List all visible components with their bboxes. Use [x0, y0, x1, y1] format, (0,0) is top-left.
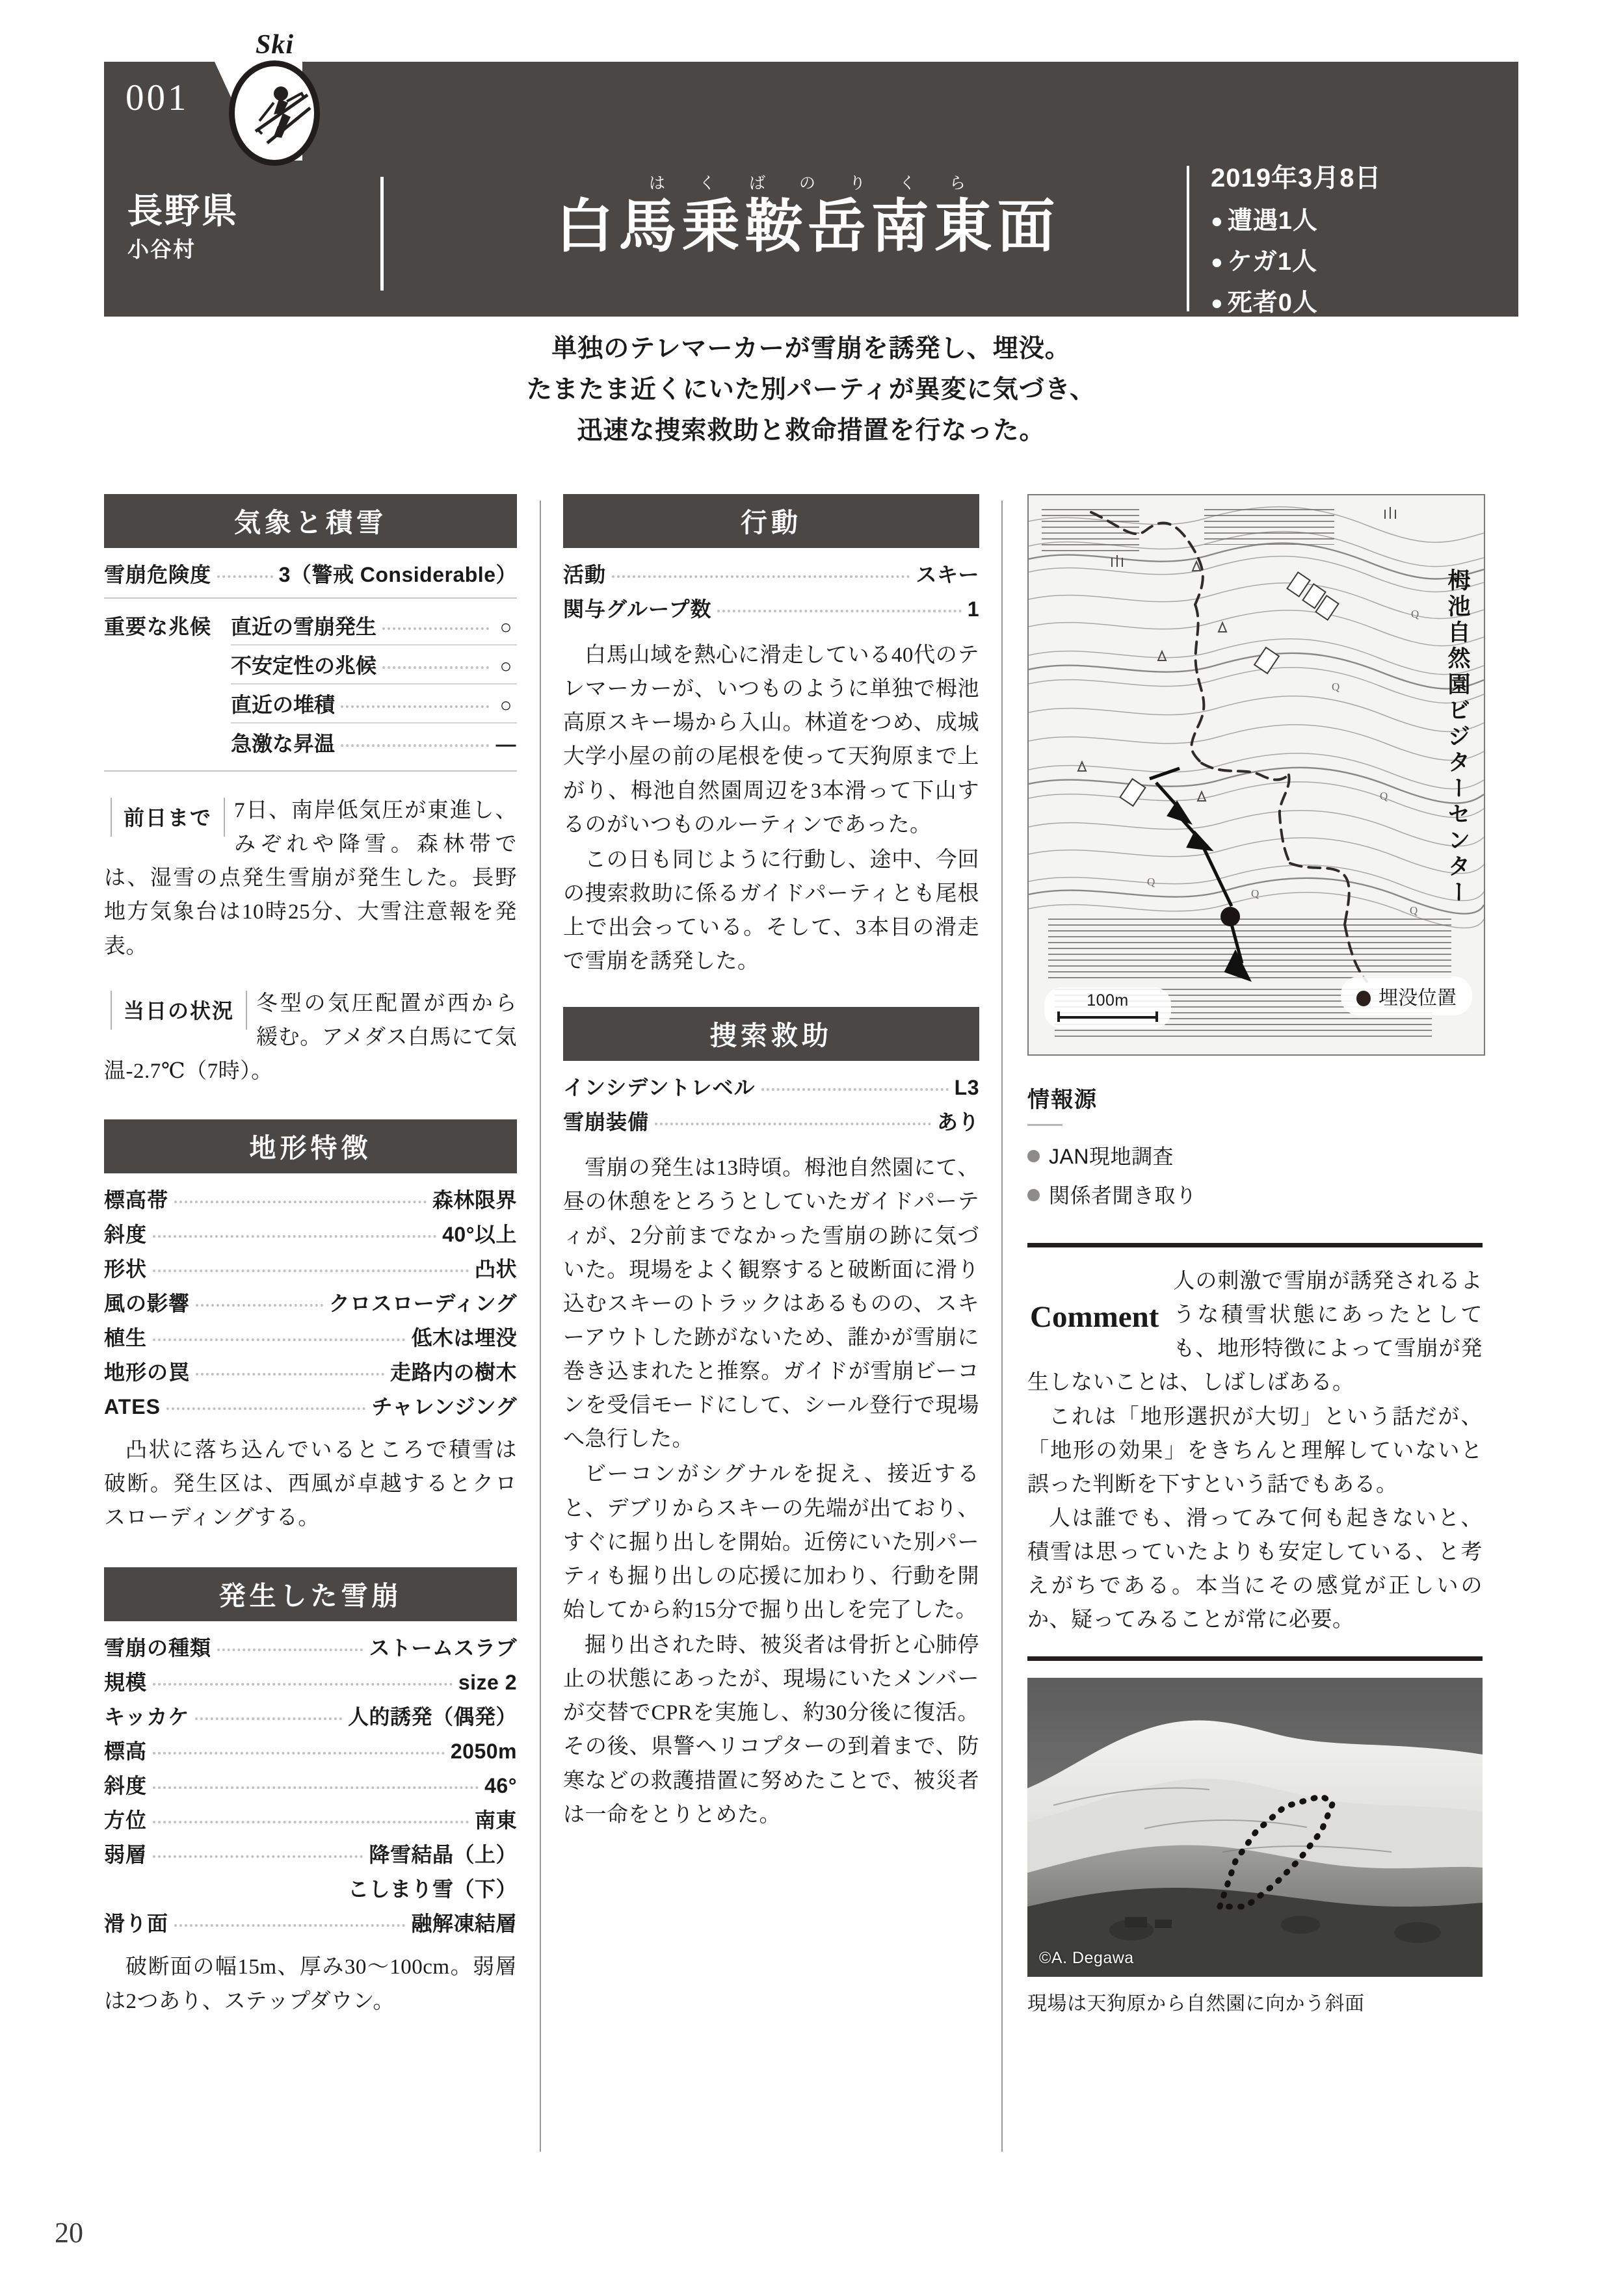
avalanche-value: 降雪結晶（上）: [369, 1843, 517, 1867]
sign-mark: —: [495, 733, 516, 755]
summary-block: [104, 328, 1518, 452]
avalanche-label: 標高: [104, 1740, 148, 1764]
sources-block: [1027, 1082, 1483, 1209]
map-place-label: 栂池自然園ビジターセンター: [1445, 568, 1470, 906]
avalanche-rows: [104, 1632, 517, 1937]
incident-photo: [1027, 1678, 1483, 1977]
action-row: [563, 558, 979, 588]
dot-leader: [341, 705, 489, 708]
dot-leader: [196, 1304, 323, 1307]
avalanche-label: 規模: [104, 1671, 148, 1695]
avalanche-row: [104, 1769, 517, 1799]
divider: [104, 597, 517, 599]
avalanche-label: 弱層: [104, 1843, 148, 1867]
sign-row: [231, 644, 517, 683]
terrain-value: チャレンジング: [371, 1395, 517, 1418]
svg-text:Q: Q: [1332, 681, 1340, 693]
dot-leader: [166, 1407, 366, 1410]
dot-leader: [341, 744, 489, 747]
rescue-label: インシデントレベル: [563, 1076, 756, 1100]
sign-mark: ○: [499, 655, 512, 677]
weather-prevday-text: 7日、南岸低気圧が東進し、みぞれや降雪。森林帯では、湿雪の点発生雪崩が発生した。長野地方気象台は10時25分、大雪注意報を発表。: [104, 799, 517, 958]
svg-text:Q: Q: [1147, 876, 1155, 888]
dot-leader: [761, 1088, 949, 1091]
avalanche-value: ストームスラブ: [369, 1636, 517, 1660]
terrain-value: 40°以上: [442, 1223, 517, 1246]
terrain-row: [104, 1390, 517, 1420]
terrain-rows: [104, 1184, 517, 1420]
activity-badge: [224, 30, 325, 150]
column-divider-left: [540, 501, 541, 2152]
avalanche-value: size 2: [458, 1671, 517, 1695]
action-narrative: 白馬山域を熱心に滑走している40代のテレマーカーが、いつものように単独で栂池高原スキー場から入山。林道をつめ、成城大学小屋の前の尾根を使って天狗原まで上がり、栂池自然園周辺を3本滑って下山するのがいつものルーティンであった。 この日も同じように行動し、途中、今回の捜索救助に係るガイドパーティとも尾根上で出会っている。そして、3本目の滑走で雪崩を誘発した。: [563, 644, 980, 974]
sign-mark: ○: [499, 694, 512, 716]
terrain-note: 凸状に落ち込んでいるところで積雪は破断。発生区は、西風が卓越するとクロスローディングする。: [104, 1439, 517, 1530]
photo-caption: 現場は天狗原から自然園に向かう斜面: [1027, 1993, 1365, 2015]
avalanche-label: 雪崩の種類: [104, 1636, 212, 1660]
stat-dead: ● 死者0人: [1211, 289, 1318, 317]
rescue-row: [563, 1071, 979, 1101]
header-divider: [380, 177, 384, 291]
terrain-value: 森林限界: [432, 1188, 517, 1212]
weather-signs-label: 重要な兆候: [104, 615, 212, 638]
weather-danger-value: 3（警戒 Considerable）: [278, 563, 517, 586]
section-heading-avalanche: 発生した雪崩: [104, 1567, 517, 1621]
page-title: 白馬乗鞍岳南東面: [555, 194, 1061, 259]
weather-thatday-block: [104, 987, 517, 1089]
terrain-row: [104, 1287, 517, 1317]
dot-leader: [153, 1270, 469, 1272]
action-row: [563, 593, 979, 623]
terrain-label: 形状: [104, 1257, 148, 1281]
comment-block: [1027, 1264, 1483, 1637]
sign-label: 直近の雪崩発生: [231, 615, 377, 638]
rescue-value: あり: [936, 1110, 979, 1134]
stat-injured: ● ケガ1人: [1211, 248, 1318, 276]
terrain-row: [104, 1253, 517, 1283]
avalanche-row: [104, 1701, 517, 1730]
avalanche-label: 方位: [104, 1808, 148, 1833]
action-label: 関与グループ数: [563, 597, 712, 621]
rescue-label: 雪崩装備: [563, 1110, 650, 1134]
stat-encountered: ● 遭遇1人: [1211, 207, 1318, 235]
page-number: 20: [55, 2217, 83, 2249]
bullet-icon: [1027, 1150, 1040, 1162]
svg-text:Q: Q: [1380, 790, 1388, 802]
dot-leader: [382, 627, 489, 630]
terrain-value: 低木は埋没: [411, 1326, 517, 1350]
sign-label: 急激な昇温: [231, 732, 336, 755]
dot-leader: [217, 575, 273, 578]
summary-line: 単独のテレマーカーが雪崩を誘発し、埋没。: [551, 335, 1071, 363]
weather-prevday-label: 前日まで: [111, 798, 225, 837]
terrain-label: 標高帯: [104, 1188, 169, 1212]
column-middle: [563, 494, 979, 1833]
avalanche-label: キッカケ: [104, 1705, 190, 1729]
terrain-value: 凸状: [474, 1257, 517, 1281]
weather-signs-list: [231, 607, 517, 761]
action-label: 活動: [563, 563, 607, 586]
dot-leader: [153, 1752, 445, 1755]
terrain-row: [104, 1218, 517, 1248]
dot-leader: [153, 1786, 479, 1789]
dot-leader: [174, 1201, 427, 1203]
avalanche-row: [104, 1666, 517, 1696]
weather-thatday-label: 当日の状況: [111, 991, 247, 1030]
terrain-label: 植生: [104, 1326, 148, 1350]
terrain-value: クロスローディング: [328, 1292, 517, 1315]
dot-leader: [195, 1717, 342, 1720]
prefecture-label: 長野県: [127, 192, 239, 231]
terrain-row: [104, 1322, 517, 1351]
comment-body: 人の刺激で雪崩が誘発されるような積雪状態にあったとしても、地形特徴によって雪崩が発生しないことは、しばしばある。 これは「地形選択が大切」という話だが、「地形の効果」をきちんと理解していないと誤った判断を下すという話でもある。 人は誰でも、滑ってみて何も起きないと、積雪は思っていたよりも安定している、と考えがちである。本当にその感覚が正しいのか、疑ってみることが常に必要。: [1027, 1270, 1483, 1632]
sign-mark: ○: [499, 616, 512, 638]
avalanche-note: 破断面の幅15m、厚み30〜100cm。弱層は2つあり、ステップダウン。: [104, 1955, 517, 2013]
dot-leader: [717, 610, 961, 612]
village-label: 小谷村: [127, 237, 196, 261]
weather-prevday-block: [104, 794, 517, 965]
action-value: 1: [967, 597, 979, 621]
avalanche-value: こしまり雪（下）: [347, 1877, 517, 1901]
dot-leader: [153, 1235, 436, 1238]
terrain-label: 斜度: [104, 1223, 148, 1246]
weather-danger-label: 雪崩危険度: [104, 563, 212, 586]
burial-point-icon: [1356, 991, 1371, 1006]
sign-row: [231, 722, 517, 761]
weather-signs-block: [104, 607, 517, 761]
map-scale-bar: [1044, 987, 1171, 1028]
action-value: スキー: [916, 563, 979, 586]
rescue-value: L3: [954, 1076, 979, 1100]
sign-row: [231, 683, 517, 722]
svg-text:Q: Q: [1251, 887, 1260, 900]
dot-leader: [153, 1855, 363, 1858]
avalanche-label: 滑り面: [104, 1912, 169, 1936]
map-scale-label: 100m: [1087, 991, 1129, 1010]
sign-label: 直近の堆積: [231, 693, 336, 716]
scale-rule-icon: [1057, 1011, 1158, 1022]
bullet-icon: ●: [1211, 291, 1224, 314]
dot-leader: [153, 1338, 405, 1341]
dot-leader: [217, 1649, 363, 1651]
title-block: [455, 170, 1161, 257]
avalanche-value: 融解凍結層: [411, 1912, 517, 1936]
ski-badge-label: Ski: [255, 30, 295, 60]
summary-line: たまたま近くにいた別パーティが異変に気づき、: [526, 376, 1096, 404]
column-left: [104, 494, 517, 2020]
avalanche-row: [104, 1873, 517, 1903]
avalanche-row: [104, 1838, 517, 1868]
svg-text:Q: Q: [1411, 608, 1419, 620]
dot-leader: [382, 666, 489, 669]
bullet-icon: ●: [1211, 250, 1224, 273]
skier-icon: [229, 60, 320, 166]
comment-label: Comment: [1030, 1300, 1159, 1334]
source-item: JAN現地調査: [1027, 1140, 1483, 1170]
header-divider-right: [1187, 166, 1189, 311]
comment-rule-bottom: [1027, 1656, 1483, 1661]
avalanche-label: 斜度: [104, 1774, 148, 1798]
bullet-icon: ●: [1211, 209, 1224, 232]
section-heading-terrain: 地形特徴: [104, 1119, 517, 1173]
dot-leader: [655, 1123, 931, 1125]
dot-leader: [153, 1821, 469, 1823]
dot-leader: [153, 1683, 453, 1686]
weather-thatday-text: 冬型の気圧配置が西から緩む。アメダス白馬にて気温-2.7℃（7時）。: [104, 991, 517, 1083]
avalanche-row: [104, 1735, 517, 1765]
map-legend-label: 埋没位置: [1379, 987, 1457, 1009]
bullet-icon: [1027, 1189, 1040, 1201]
section-heading-action: 行動: [563, 494, 979, 548]
sources-title: 情報源: [1027, 1088, 1098, 1112]
case-number: 001: [125, 77, 189, 118]
sign-row: [231, 607, 517, 644]
comment-rule-top: [1027, 1243, 1483, 1247]
terrain-label: 地形の罠: [104, 1361, 191, 1384]
summary-line: 迅速な捜索救助と救命措置を行なった。: [577, 417, 1046, 445]
terrain-label: 風の影響: [104, 1292, 191, 1315]
dot-leader: [196, 1373, 384, 1376]
avalanche-value: 南東: [474, 1808, 517, 1833]
divider: [104, 770, 517, 772]
title-furigana: はくばのりくら: [648, 174, 999, 192]
avalanche-value: 46°: [484, 1774, 517, 1798]
incident-map[interactable]: [1027, 494, 1485, 1056]
source-item: 関係者聞き取り: [1027, 1179, 1483, 1209]
terrain-row: [104, 1356, 517, 1386]
avalanche-value: 2050m: [450, 1740, 517, 1764]
svg-text:Q: Q: [1410, 904, 1418, 917]
photo-credit: ©A. Degawa: [1039, 1949, 1134, 1968]
column-right: [1027, 494, 1483, 2016]
section-heading-weather: 気象と積雪: [104, 494, 517, 548]
terrain-row: [104, 1184, 517, 1214]
avalanche-row: [104, 1632, 517, 1662]
terrain-label: ATES: [104, 1395, 161, 1418]
divider: [1027, 1124, 1062, 1126]
sign-label: 不安定性の兆候: [231, 654, 377, 677]
rescue-narrative: 雪崩の発生は13時頃。栂池自然園にて、昼の休憩をとろうとしていたガイドパーティが、2分前までなかった雪崩の跡に気づいた。現場をよく観察すると破断面に滑り込むスキーのトラックはあるものの、スキーアウトした跡がないため、誰かが雪崩に巻き込まれたと推察。ガイドが雪崩ビーコンを受信モードにして、シール登行で現場へ急行した。 ビーコンがシグナルを捉え、接近すると、デブリからスキーの先端が出ており、すぐに掘り出しを開始。近傍にいた別パーティも掘り出しの応援に加わり、行動を開始してから約15分で掘り出しを完了した。 掘り出された時、被災者は骨折と心肺停止の状態にあったが、現場にいたメンバーが交替でCPRを実施し、約30分後に復活。その後、県警ヘリコプターの到着まで、防寒などの救護措置に努めたことで、被災者は一命をとりとめた。: [563, 1156, 979, 1827]
dot-leader: [174, 1924, 405, 1927]
terrain-value: 走路内の樹木: [389, 1361, 517, 1384]
avalanche-row: [104, 1804, 517, 1834]
avalanche-value: 人的誘発（偶発）: [347, 1705, 517, 1729]
section-heading-rescue: 捜索救助: [563, 1007, 979, 1061]
incident-date: 2019年3月8日: [1211, 164, 1382, 192]
weather-danger-row: [104, 558, 517, 588]
rescue-row: [563, 1106, 979, 1136]
map-legend: [1341, 976, 1472, 1015]
incident-stats: [1211, 157, 1381, 323]
avalanche-row: [104, 1907, 517, 1937]
column-divider-right: [1001, 501, 1003, 2152]
dot-leader: [612, 575, 910, 578]
